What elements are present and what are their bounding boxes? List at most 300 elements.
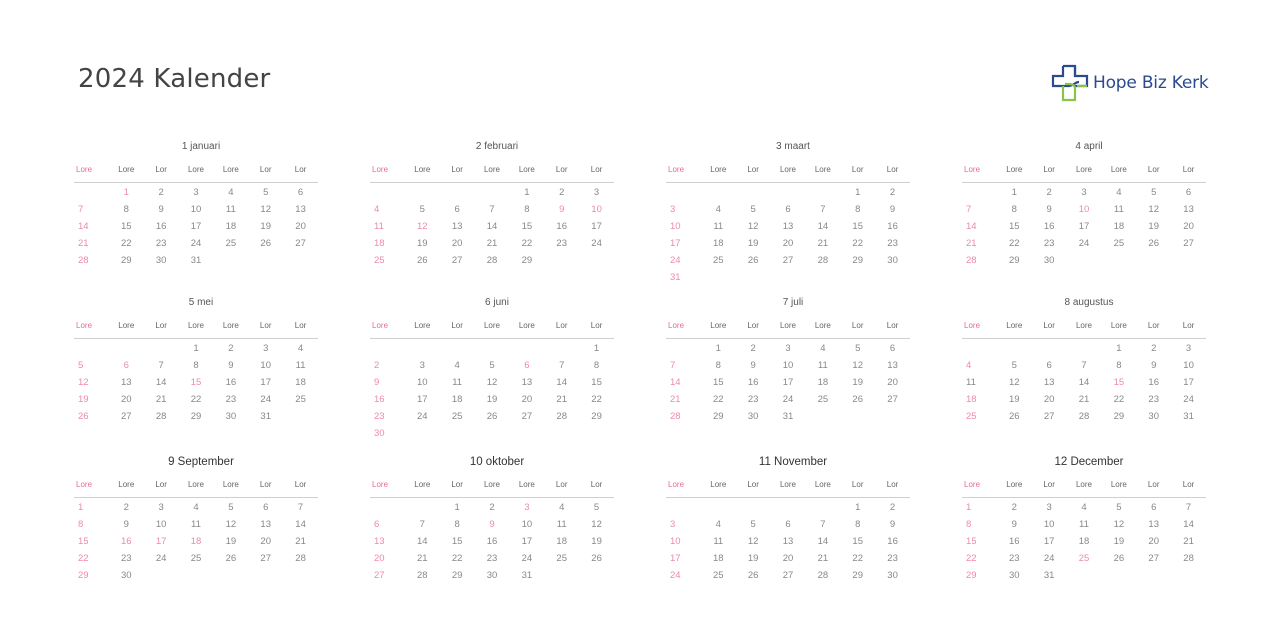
day-cell: 17 bbox=[782, 377, 794, 388]
month-7 bbox=[659, 294, 917, 453]
day-cell: 29 bbox=[1008, 255, 1020, 266]
day-grid bbox=[74, 184, 318, 269]
day-cell: 30 bbox=[887, 255, 898, 266]
weekday-header: Lore bbox=[372, 320, 389, 330]
weekday-header: Lor bbox=[886, 164, 899, 174]
day-cell: 21 bbox=[1078, 394, 1090, 405]
weekday-header: Lore bbox=[76, 479, 93, 489]
day-cell: 7 bbox=[820, 519, 826, 530]
day-cell: 3 bbox=[670, 204, 676, 215]
day-cell: 4 bbox=[454, 360, 460, 371]
day-cell: 6 bbox=[263, 502, 269, 513]
day-cell: 29 bbox=[712, 411, 724, 422]
weekday-header: Lor bbox=[451, 320, 463, 330]
weekday-header: Lore bbox=[118, 479, 135, 489]
day-cell: 22 bbox=[712, 394, 724, 405]
month-5 bbox=[67, 294, 325, 453]
day-cell: 12 bbox=[747, 221, 759, 232]
day-cell: 8 bbox=[966, 519, 972, 530]
day-cell: 26 bbox=[416, 255, 428, 266]
day-cell: 9 bbox=[889, 204, 896, 215]
weekday-header: Lor bbox=[590, 479, 603, 489]
weekday-header: Lor bbox=[1043, 164, 1055, 174]
weekday-header-row bbox=[370, 312, 614, 339]
day-cell: 26 bbox=[852, 394, 863, 405]
day-cell: 29 bbox=[1113, 411, 1125, 422]
day-cell: 15 bbox=[521, 221, 533, 232]
day-cell: 24 bbox=[591, 238, 602, 249]
day-cell: 28 bbox=[295, 553, 306, 564]
day-cell: 29 bbox=[190, 411, 202, 422]
day-cell: 7 bbox=[1081, 360, 1087, 371]
day-cell: 3 bbox=[593, 187, 600, 198]
day-cell: 3 bbox=[1046, 502, 1052, 513]
day-cell: 22 bbox=[120, 238, 132, 249]
day-cell: 4 bbox=[1116, 187, 1122, 198]
weekday-header-row bbox=[370, 156, 614, 183]
weekday-header-row bbox=[962, 471, 1206, 498]
day-cell: 1 bbox=[524, 187, 530, 198]
day-cell: 14 bbox=[966, 221, 977, 232]
day-cell: 11 bbox=[817, 360, 828, 371]
day-cell: 2 bbox=[158, 187, 164, 198]
day-cell: 19 bbox=[747, 238, 759, 249]
day-cell: 12 bbox=[260, 204, 271, 215]
day-cell: 10 bbox=[190, 204, 202, 215]
day-cell: 27 bbox=[1148, 553, 1159, 564]
day-cell: 20 bbox=[451, 238, 463, 249]
day-cell: 9 bbox=[158, 204, 164, 215]
day-cell: 6 bbox=[785, 519, 791, 530]
day-cell: 26 bbox=[225, 553, 237, 564]
weekday-header: Lore bbox=[518, 479, 535, 489]
day-cell: 9 bbox=[1151, 360, 1157, 371]
day-cell: 22 bbox=[591, 394, 602, 405]
day-cell: 4 bbox=[297, 343, 304, 354]
day-cell: 21 bbox=[486, 238, 498, 249]
day-cell: 2 bbox=[889, 502, 896, 513]
day-cell: 1 bbox=[593, 343, 600, 354]
day-cell: 30 bbox=[1008, 570, 1020, 581]
day-cell: 4 bbox=[715, 204, 721, 215]
day-cell: 29 bbox=[521, 255, 533, 266]
weekday-header: Lore bbox=[814, 479, 831, 489]
day-cell: 6 bbox=[889, 343, 896, 354]
weekday-header: Lor bbox=[851, 479, 864, 489]
weekday-header: Lore bbox=[1075, 479, 1092, 489]
month-title: 5 mei bbox=[188, 297, 214, 308]
weekday-header: Lore bbox=[668, 164, 685, 174]
day-cell: 26 bbox=[1148, 238, 1159, 249]
month-11 bbox=[659, 453, 917, 609]
day-cell: 24 bbox=[190, 238, 202, 249]
day-cell: 2 bbox=[889, 187, 896, 198]
day-cell: 10 bbox=[1183, 360, 1194, 371]
day-grid bbox=[370, 184, 614, 269]
weekday-header: Lore bbox=[1075, 164, 1092, 174]
day-cell: 20 bbox=[1148, 536, 1159, 547]
day-cell: 28 bbox=[966, 255, 977, 266]
day-cell: 19 bbox=[416, 238, 428, 249]
day-cell: 26 bbox=[1008, 411, 1020, 422]
day-cell: 18 bbox=[295, 377, 306, 388]
day-cell: 21 bbox=[295, 536, 306, 547]
day-cell: 23 bbox=[486, 553, 498, 564]
weekday-header: Lor bbox=[851, 164, 864, 174]
day-cell: 17 bbox=[416, 394, 428, 405]
day-cell: 11 bbox=[556, 519, 567, 530]
day-cell: 12 bbox=[1148, 204, 1159, 215]
day-cell: 11 bbox=[225, 204, 236, 215]
day-cell: 9 bbox=[889, 519, 896, 530]
day-cell: 13 bbox=[1183, 204, 1194, 215]
weekday-header: Lore bbox=[814, 164, 831, 174]
month-title: 7 juli bbox=[782, 297, 804, 308]
day-cell: 20 bbox=[374, 553, 385, 564]
day-cell: 19 bbox=[852, 377, 863, 388]
day-cell: 31 bbox=[190, 255, 202, 266]
day-cell: 10 bbox=[1043, 519, 1055, 530]
weekday-header: Lor bbox=[294, 479, 307, 489]
weekday-header: Lore bbox=[814, 320, 831, 330]
day-cell: 18 bbox=[225, 221, 237, 232]
month-title: 11 November bbox=[758, 456, 828, 468]
weekday-header: Lore bbox=[483, 479, 500, 489]
weekday-header: Lor bbox=[590, 320, 603, 330]
day-cell: 16 bbox=[120, 536, 132, 547]
day-cell: 30 bbox=[486, 570, 498, 581]
day-cell: 20 bbox=[1043, 394, 1055, 405]
day-cell: 3 bbox=[263, 343, 269, 354]
day-cell: 11 bbox=[295, 360, 306, 371]
day-grid bbox=[370, 499, 614, 584]
month-6 bbox=[363, 294, 621, 453]
weekday-header: Lore bbox=[1110, 479, 1127, 489]
day-cell: 16 bbox=[1148, 377, 1159, 388]
day-cell: 25 bbox=[295, 394, 306, 405]
month-title: 6 juni bbox=[485, 297, 509, 308]
day-grid bbox=[370, 340, 614, 442]
day-cell: 14 bbox=[556, 377, 567, 388]
page-title: 2024 Kalender bbox=[78, 64, 271, 94]
day-cell: 12 bbox=[852, 360, 863, 371]
day-cell: 11 bbox=[1113, 204, 1124, 215]
month-table bbox=[74, 156, 318, 269]
day-cell: 6 bbox=[123, 360, 129, 371]
day-cell: 5 bbox=[489, 360, 495, 371]
day-cell: 7 bbox=[419, 519, 425, 530]
day-cell: 27 bbox=[120, 411, 132, 422]
day-cell: 14 bbox=[416, 536, 428, 547]
day-cell: 27 bbox=[782, 255, 794, 266]
day-cell: 14 bbox=[486, 221, 498, 232]
day-cell: 13 bbox=[1148, 519, 1159, 530]
day-cell: 9 bbox=[228, 360, 234, 371]
day-cell: 18 bbox=[712, 238, 724, 249]
weekday-header: Lore bbox=[518, 164, 535, 174]
weekday-header: Lore bbox=[779, 479, 796, 489]
day-cell: 2 bbox=[750, 343, 756, 354]
day-cell: 18 bbox=[374, 238, 385, 249]
day-cell: 23 bbox=[120, 553, 132, 564]
day-cell: 8 bbox=[715, 360, 721, 371]
day-cell: 25 bbox=[1078, 553, 1090, 564]
day-cell: 12 bbox=[78, 377, 89, 388]
day-cell: 12 bbox=[486, 377, 498, 388]
day-cell: 12 bbox=[1113, 519, 1125, 530]
weekday-header: Lore bbox=[710, 479, 727, 489]
day-cell: 22 bbox=[521, 238, 533, 249]
day-cell: 25 bbox=[817, 394, 829, 405]
day-cell: 7 bbox=[966, 204, 972, 215]
day-cell: 24 bbox=[1183, 394, 1194, 405]
day-cell: 21 bbox=[155, 394, 167, 405]
day-cell: 20 bbox=[887, 377, 898, 388]
day-cell: 6 bbox=[297, 187, 304, 198]
weekday-header: Lore bbox=[222, 164, 239, 174]
weekday-header-row bbox=[962, 156, 1206, 183]
weekday-header: Lore bbox=[414, 164, 431, 174]
day-cell: 13 bbox=[451, 221, 463, 232]
day-cell: 23 bbox=[887, 553, 898, 564]
day-cell: 12 bbox=[747, 536, 759, 547]
day-cell: 3 bbox=[193, 187, 199, 198]
day-cell: 5 bbox=[228, 502, 234, 513]
weekday-header: Lore bbox=[1110, 320, 1127, 330]
day-cell: 24 bbox=[670, 570, 681, 581]
day-cell: 14 bbox=[1183, 519, 1194, 530]
day-cell: 11 bbox=[191, 519, 201, 530]
day-cell: 1 bbox=[855, 502, 861, 513]
day-cell: 6 bbox=[1185, 187, 1192, 198]
day-cell: 1 bbox=[1116, 343, 1122, 354]
day-cell: 1 bbox=[78, 502, 84, 513]
day-cell: 31 bbox=[670, 272, 681, 283]
day-cell: 17 bbox=[670, 553, 681, 564]
day-cell: 16 bbox=[155, 221, 167, 232]
day-cell: 17 bbox=[521, 536, 533, 547]
weekday-header: Lore bbox=[414, 320, 431, 330]
day-cell: 25 bbox=[1113, 238, 1125, 249]
month-title: 1 januari bbox=[181, 141, 221, 152]
day-cell: 28 bbox=[78, 255, 89, 266]
weekday-header: Lore bbox=[372, 479, 389, 489]
day-cell: 23 bbox=[155, 238, 167, 249]
day-cell: 27 bbox=[782, 570, 794, 581]
day-cell: 13 bbox=[260, 519, 271, 530]
weekday-header: Lor bbox=[294, 320, 307, 330]
day-cell: 19 bbox=[747, 553, 759, 564]
weekday-header: Lor bbox=[1043, 320, 1055, 330]
day-cell: 23 bbox=[747, 394, 759, 405]
day-cell: 14 bbox=[78, 221, 89, 232]
day-cell: 8 bbox=[855, 519, 861, 530]
day-cell: 27 bbox=[295, 238, 306, 249]
day-cell: 7 bbox=[820, 204, 826, 215]
weekday-header: Lore bbox=[710, 320, 727, 330]
weekday-header: Lore bbox=[187, 479, 204, 489]
weekday-header: Lore bbox=[964, 320, 981, 330]
day-cell: 11 bbox=[713, 221, 724, 232]
day-cell: 20 bbox=[295, 221, 306, 232]
weekday-header: Lore bbox=[779, 164, 796, 174]
month-4 bbox=[955, 138, 1213, 294]
day-cell: 29 bbox=[451, 570, 463, 581]
day-cell: 15 bbox=[120, 221, 132, 232]
month-8 bbox=[955, 294, 1213, 453]
weekday-header: Lor bbox=[1043, 479, 1055, 489]
day-cell: 21 bbox=[817, 238, 829, 249]
day-cell: 15 bbox=[1008, 221, 1020, 232]
day-cell: 16 bbox=[556, 221, 567, 232]
weekday-header: Lore bbox=[964, 164, 981, 174]
day-cell: 20 bbox=[1183, 221, 1194, 232]
day-grid bbox=[74, 499, 318, 584]
day-cell: 10 bbox=[782, 360, 794, 371]
month-table bbox=[370, 312, 614, 442]
day-cell: 21 bbox=[556, 394, 567, 405]
day-cell: 14 bbox=[155, 377, 167, 388]
day-cell: 22 bbox=[966, 553, 977, 564]
day-cell: 23 bbox=[374, 411, 385, 422]
day-cell: 25 bbox=[190, 553, 202, 564]
month-title: 8 augustus bbox=[1064, 297, 1114, 308]
day-cell: 8 bbox=[524, 204, 530, 215]
day-cell: 5 bbox=[419, 204, 425, 215]
day-cell: 13 bbox=[295, 204, 306, 215]
day-cell: 13 bbox=[782, 536, 794, 547]
day-cell: 10 bbox=[260, 360, 271, 371]
weekday-header: Lor bbox=[155, 164, 167, 174]
day-cell: 18 bbox=[712, 553, 724, 564]
day-cell: 3 bbox=[785, 343, 791, 354]
day-cell: 8 bbox=[454, 519, 460, 530]
day-cell: 31 bbox=[1043, 570, 1055, 581]
weekday-header: Lor bbox=[1147, 479, 1160, 489]
month-title: 4 april bbox=[1075, 141, 1103, 152]
weekday-header: Lor bbox=[259, 320, 272, 330]
day-cell: 19 bbox=[486, 394, 498, 405]
day-cell: 24 bbox=[416, 411, 428, 422]
day-cell: 11 bbox=[374, 221, 384, 232]
day-grid bbox=[962, 340, 1206, 425]
day-cell: 24 bbox=[521, 553, 533, 564]
day-cell: 5 bbox=[855, 343, 861, 354]
day-cell: 18 bbox=[451, 394, 463, 405]
weekday-header: Lor bbox=[1182, 479, 1195, 489]
day-cell: 4 bbox=[966, 360, 972, 371]
day-cell: 28 bbox=[416, 570, 428, 581]
month-table bbox=[666, 471, 910, 584]
weekday-header: Lore bbox=[118, 164, 135, 174]
day-cell: 29 bbox=[120, 255, 132, 266]
day-cell: 18 bbox=[556, 536, 567, 547]
weekday-header: Lore bbox=[1006, 479, 1023, 489]
weekday-header-row bbox=[666, 471, 910, 498]
day-grid bbox=[962, 184, 1206, 269]
day-cell: 30 bbox=[374, 428, 385, 439]
day-cell: 9 bbox=[489, 519, 495, 530]
day-cell: 4 bbox=[193, 502, 199, 513]
weekday-header-row bbox=[74, 312, 318, 339]
day-cell: 15 bbox=[712, 377, 724, 388]
day-cell: 13 bbox=[887, 360, 898, 371]
day-grid bbox=[666, 340, 910, 425]
day-cell: 1 bbox=[454, 502, 460, 513]
day-cell: 13 bbox=[782, 221, 794, 232]
day-cell: 25 bbox=[374, 255, 385, 266]
day-cell: 19 bbox=[591, 536, 602, 547]
weekday-header: Lor bbox=[747, 320, 759, 330]
day-cell: 15 bbox=[78, 536, 89, 547]
weekday-header: Lore bbox=[414, 479, 431, 489]
day-cell: 12 bbox=[225, 519, 237, 530]
month-table bbox=[962, 312, 1206, 425]
weekday-header: Lor bbox=[451, 164, 463, 174]
day-cell: 15 bbox=[190, 377, 202, 388]
weekday-header: Lore bbox=[372, 164, 389, 174]
day-cell: 19 bbox=[1113, 536, 1125, 547]
day-cell: 6 bbox=[524, 360, 530, 371]
day-cell: 8 bbox=[855, 204, 861, 215]
day-cell: 29 bbox=[852, 255, 863, 266]
month-table bbox=[666, 312, 910, 425]
weekday-header: Lore bbox=[779, 320, 796, 330]
day-cell: 1 bbox=[966, 502, 972, 513]
day-cell: 12 bbox=[1008, 377, 1020, 388]
day-cell: 21 bbox=[817, 553, 829, 564]
weekday-header: Lor bbox=[555, 164, 568, 174]
day-cell: 26 bbox=[1113, 553, 1125, 564]
weekday-header: Lore bbox=[76, 320, 93, 330]
day-cell: 31 bbox=[260, 411, 271, 422]
day-cell: 23 bbox=[887, 238, 898, 249]
cross-logo-icon bbox=[1051, 64, 1089, 102]
day-cell: 2 bbox=[1046, 187, 1052, 198]
day-grid bbox=[962, 499, 1206, 584]
day-cell: 30 bbox=[1043, 255, 1055, 266]
weekday-header: Lore bbox=[964, 479, 981, 489]
day-cell: 26 bbox=[591, 553, 602, 564]
weekday-header-row bbox=[666, 312, 910, 339]
day-cell: 24 bbox=[670, 255, 681, 266]
day-cell: 24 bbox=[155, 553, 167, 564]
day-cell: 10 bbox=[155, 519, 167, 530]
day-cell: 21 bbox=[78, 238, 89, 249]
month-table bbox=[74, 471, 318, 584]
month-9 bbox=[67, 453, 325, 609]
day-cell: 25 bbox=[225, 238, 237, 249]
day-cell: 27 bbox=[887, 394, 898, 405]
day-cell: 16 bbox=[747, 377, 759, 388]
day-cell: 8 bbox=[123, 204, 129, 215]
day-cell: 28 bbox=[817, 570, 829, 581]
day-cell: 28 bbox=[1078, 411, 1090, 422]
day-cell: 11 bbox=[1079, 519, 1089, 530]
day-cell: 31 bbox=[1183, 411, 1194, 422]
day-grid bbox=[666, 184, 910, 286]
day-cell: 28 bbox=[817, 255, 829, 266]
day-cell: 5 bbox=[750, 519, 756, 530]
day-cell: 17 bbox=[1043, 536, 1055, 547]
day-cell: 13 bbox=[1043, 377, 1055, 388]
weekday-header: Lor bbox=[1182, 320, 1195, 330]
day-cell: 8 bbox=[593, 360, 600, 371]
day-cell: 16 bbox=[486, 536, 498, 547]
day-cell: 10 bbox=[521, 519, 533, 530]
weekday-header: Lore bbox=[518, 320, 535, 330]
day-cell: 8 bbox=[1011, 204, 1017, 215]
